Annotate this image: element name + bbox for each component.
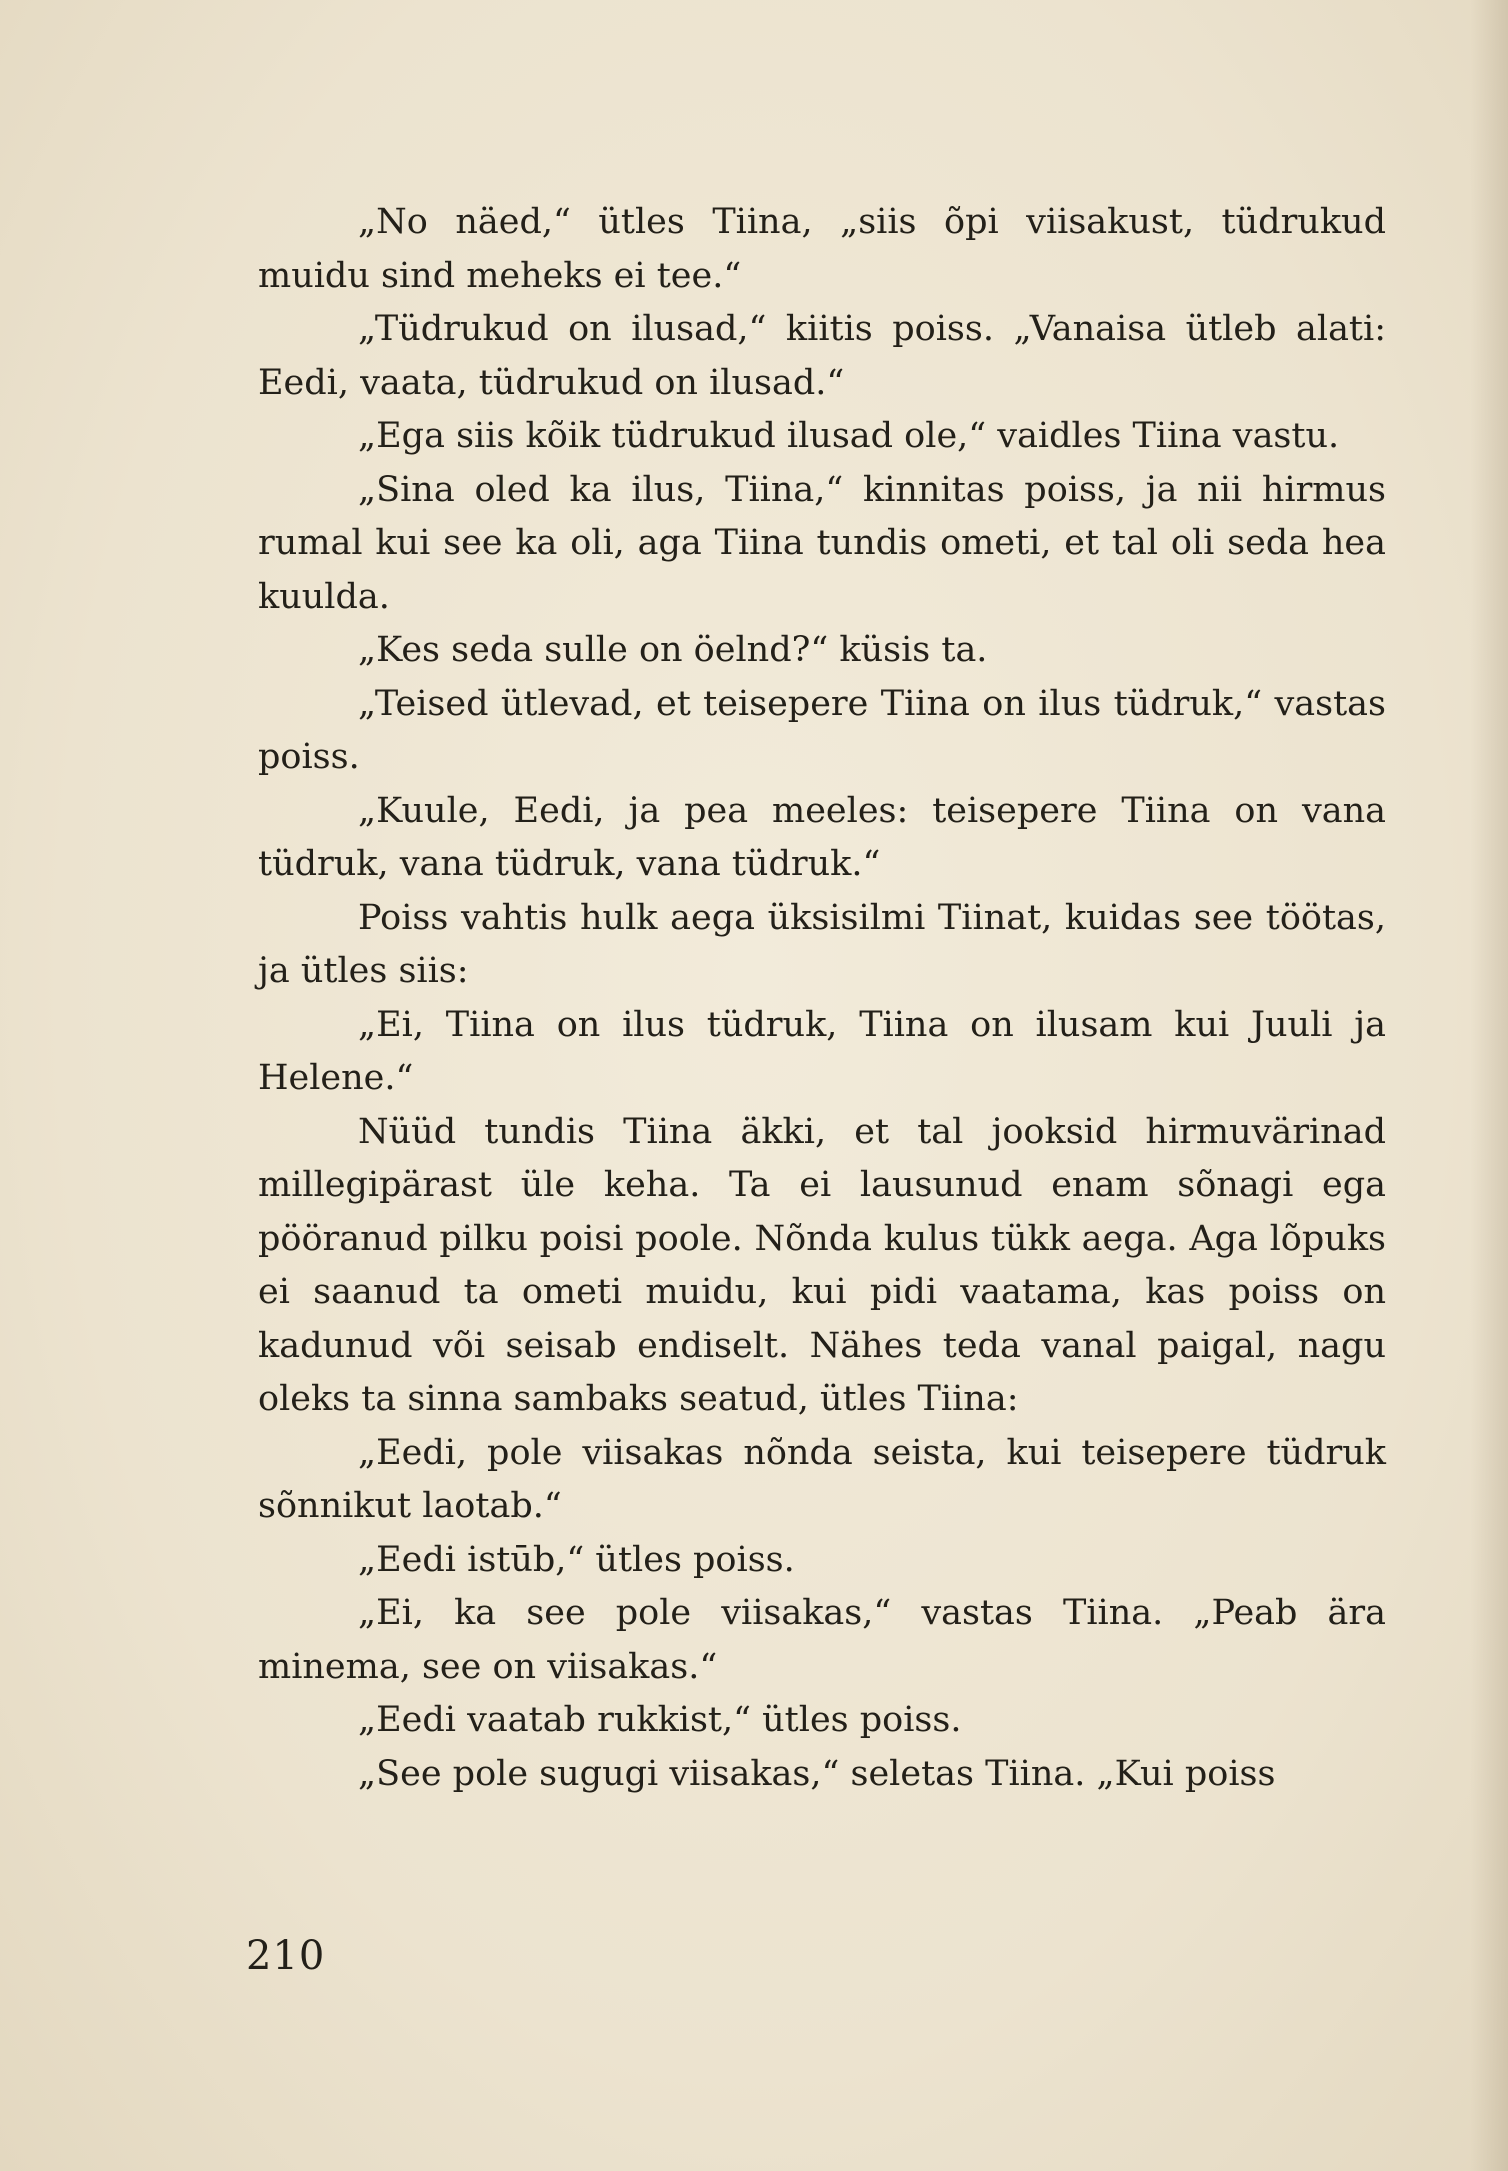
paragraph-11: „Eedi, pole viisakas nõnda seista, kui teisepere tüdruk sõnnikut laotab.“ bbox=[258, 1432, 1386, 1526]
paragraph-15: „See pole sugugi viisakas,“ seletas Tiina. „Kui poiss bbox=[358, 1753, 1276, 1794]
page-number: 210 bbox=[246, 1933, 326, 1979]
paragraph-1: „No näed,“ ütles Tiina, „siis õpi viisakust, tüdrukud muidu sind meheks ei tee.“ bbox=[258, 202, 1386, 296]
paragraph-9: „Ei, Tiina on ilus tüdruk, Tiina on ilusam kui Juuli ja Helene.“ bbox=[258, 1004, 1386, 1098]
paragraph-2: „Tüdrukud on ilusad,“ kiitis poiss. „Vanaisa ütleb alati: Eedi, vaata, tüdrukud on ilusad.“ bbox=[258, 309, 1386, 403]
page-text bbox=[258, 196, 1386, 1801]
paragraph-13: „Ei, ka see pole viisakas,“ vastas Tiina. „Peab ära minema, see on viisakas.“ bbox=[258, 1593, 1386, 1687]
paragraph-14: „Eedi vaatab rukkist,“ ütles poiss. bbox=[358, 1700, 962, 1740]
paragraph-12: „Eedi istūb,“ ütles poiss. bbox=[358, 1539, 795, 1580]
paragraph-10: Nüüd tundis Tiina äkki, et tal jooksid hirmuvärinad millegipärast üle keha. Ta ei lausunud enam sõnagi ega pööranud pilku poisi poole. Nõnda kulus tükk aega. Aga lõpuks ei saanud ta ometi muidu, kui pidi vaatama, kas poiss on kadunud või seisab endiselt. Nähes teda vanal paigal, nagu oleks ta sinna sambaks seatud, ütles Tiina: bbox=[258, 1111, 1386, 1419]
paragraph-6: „Teised ütlevad, et teisepere Tiina on ilus tüdruk,“ vastas poiss. bbox=[258, 683, 1386, 777]
page-edge-shadow bbox=[1470, 0, 1508, 2171]
paragraph-5: „Kes seda sulle on öelnd?“ küsis ta. bbox=[358, 630, 988, 670]
paragraph-8: Poiss vahtis hulk aega üksisilmi Tiinat, kuidas see töötas, ja ütles siis: bbox=[258, 897, 1386, 991]
paragraph-3: „Ega siis kõik tüdrukud ilusad ole,“ vaidles Tiina vastu. bbox=[358, 416, 1340, 456]
paragraph-4: „Sina oled ka ilus, Tiina,“ kinnitas poiss, ja nii hirmus rumal kui see ka oli, aga Tiina tundis ometi, et tal oli seda hea kuulda. bbox=[258, 469, 1386, 617]
paragraph-7: „Kuule, Eedi, ja pea meeles: teisepere Tiina on vana tüdruk, vana tüdruk, vana tüdruk.“ bbox=[258, 790, 1386, 884]
